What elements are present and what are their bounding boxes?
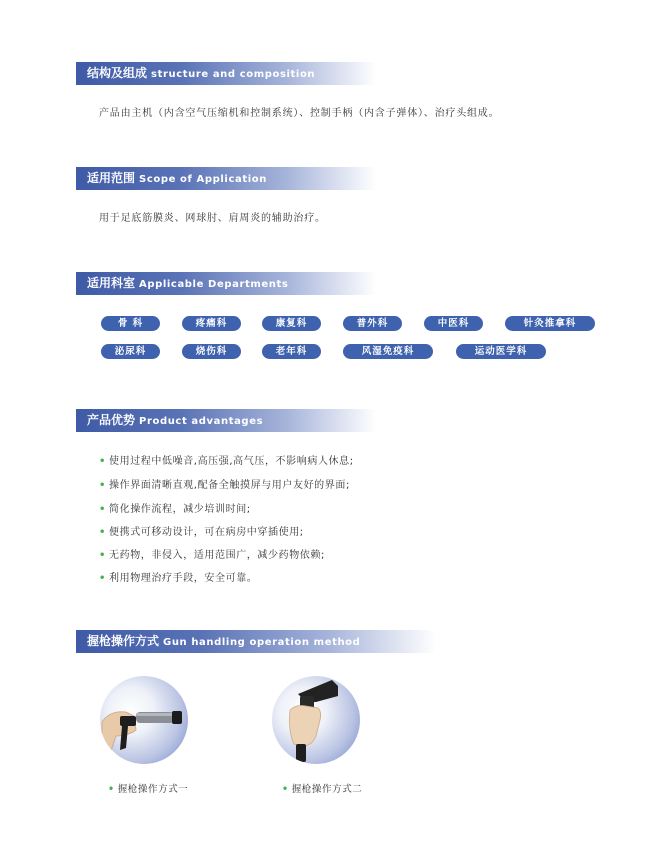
department-pill-rehab: 康复科 <box>262 316 321 331</box>
section-header-gun <box>76 630 436 653</box>
department-pill-tcm: 中医科 <box>424 316 483 331</box>
gun-caption-1: • 握枪操作方式一 <box>108 784 189 795</box>
advantage-item: • 使用过程中低噪音,高压强,高气压，不影响病人休息; <box>99 456 354 467</box>
bullet-icon: • <box>99 573 106 584</box>
advantage-item: • 无药物，非侵入，适用范围广，减少药物依赖; <box>99 550 325 561</box>
department-pill-burns: 烧伤科 <box>182 344 241 359</box>
department-pill-orthopedics: 骨 科 <box>101 316 160 331</box>
department-pill-sports-medicine: 运动医学科 <box>456 344 546 359</box>
department-pill-geriatrics: 老年科 <box>262 344 321 359</box>
section-title-cn: 产品优势 <box>87 413 136 427</box>
section-title-cn: 适用范围 <box>87 171 136 185</box>
section-header-structure <box>76 62 376 85</box>
scope-text: 用于足底筋膜炎、网球肘、肩周炎的辅助治疗。 <box>99 213 326 224</box>
section-header-departments <box>76 272 376 295</box>
department-pill-pain: 疼痛科 <box>182 316 241 331</box>
section-header-advantages <box>76 409 376 432</box>
section-title-cn: 握枪操作方式 <box>87 634 160 648</box>
bullet-icon: • <box>99 504 106 515</box>
department-pill-acupuncture: 针灸推拿科 <box>505 316 595 331</box>
bullet-icon: • <box>108 784 115 795</box>
gun-grip-photo-1 <box>100 676 188 764</box>
section-header-scope <box>76 167 376 190</box>
advantage-item: • 便携式可移动设计，可在病房中穿插使用; <box>99 527 304 538</box>
section-title-cn: 结构及组成 <box>87 66 148 80</box>
bullet-icon: • <box>282 784 289 795</box>
structure-text: 产品由主机（内含空气压缩机和控制系统）、控制手柄（内含子弹体）、治疗头组成。 <box>99 108 500 119</box>
department-pill-surgery: 普外科 <box>343 316 402 331</box>
advantage-item: • 利用物理治疗手段，安全可靠。 <box>99 573 258 584</box>
bullet-icon: • <box>99 456 106 467</box>
section-title-en: structure and composition <box>151 69 316 80</box>
section-title-en: Gun handling operation method <box>163 637 361 648</box>
advantage-item: • 简化操作流程，减少培训时间; <box>99 504 251 515</box>
advantage-item: • 操作界面清晰直观,配备全触摸屏与用户友好的界面; <box>99 480 350 491</box>
gun-grip-photo-2 <box>272 676 360 764</box>
bullet-icon: • <box>99 480 106 491</box>
gun-caption-2: • 握枪操作方式二 <box>282 784 363 795</box>
bullet-icon: • <box>99 550 106 561</box>
section-title-en: Product advantages <box>139 416 264 427</box>
section-title-en: Scope of Application <box>139 174 267 185</box>
bullet-icon: • <box>99 527 106 538</box>
department-pill-rheumatology: 风湿免疫科 <box>343 344 433 359</box>
department-pill-urology: 泌尿科 <box>101 344 160 359</box>
section-title-cn: 适用科室 <box>87 276 136 290</box>
section-title-en: Applicable Departments <box>139 279 289 290</box>
